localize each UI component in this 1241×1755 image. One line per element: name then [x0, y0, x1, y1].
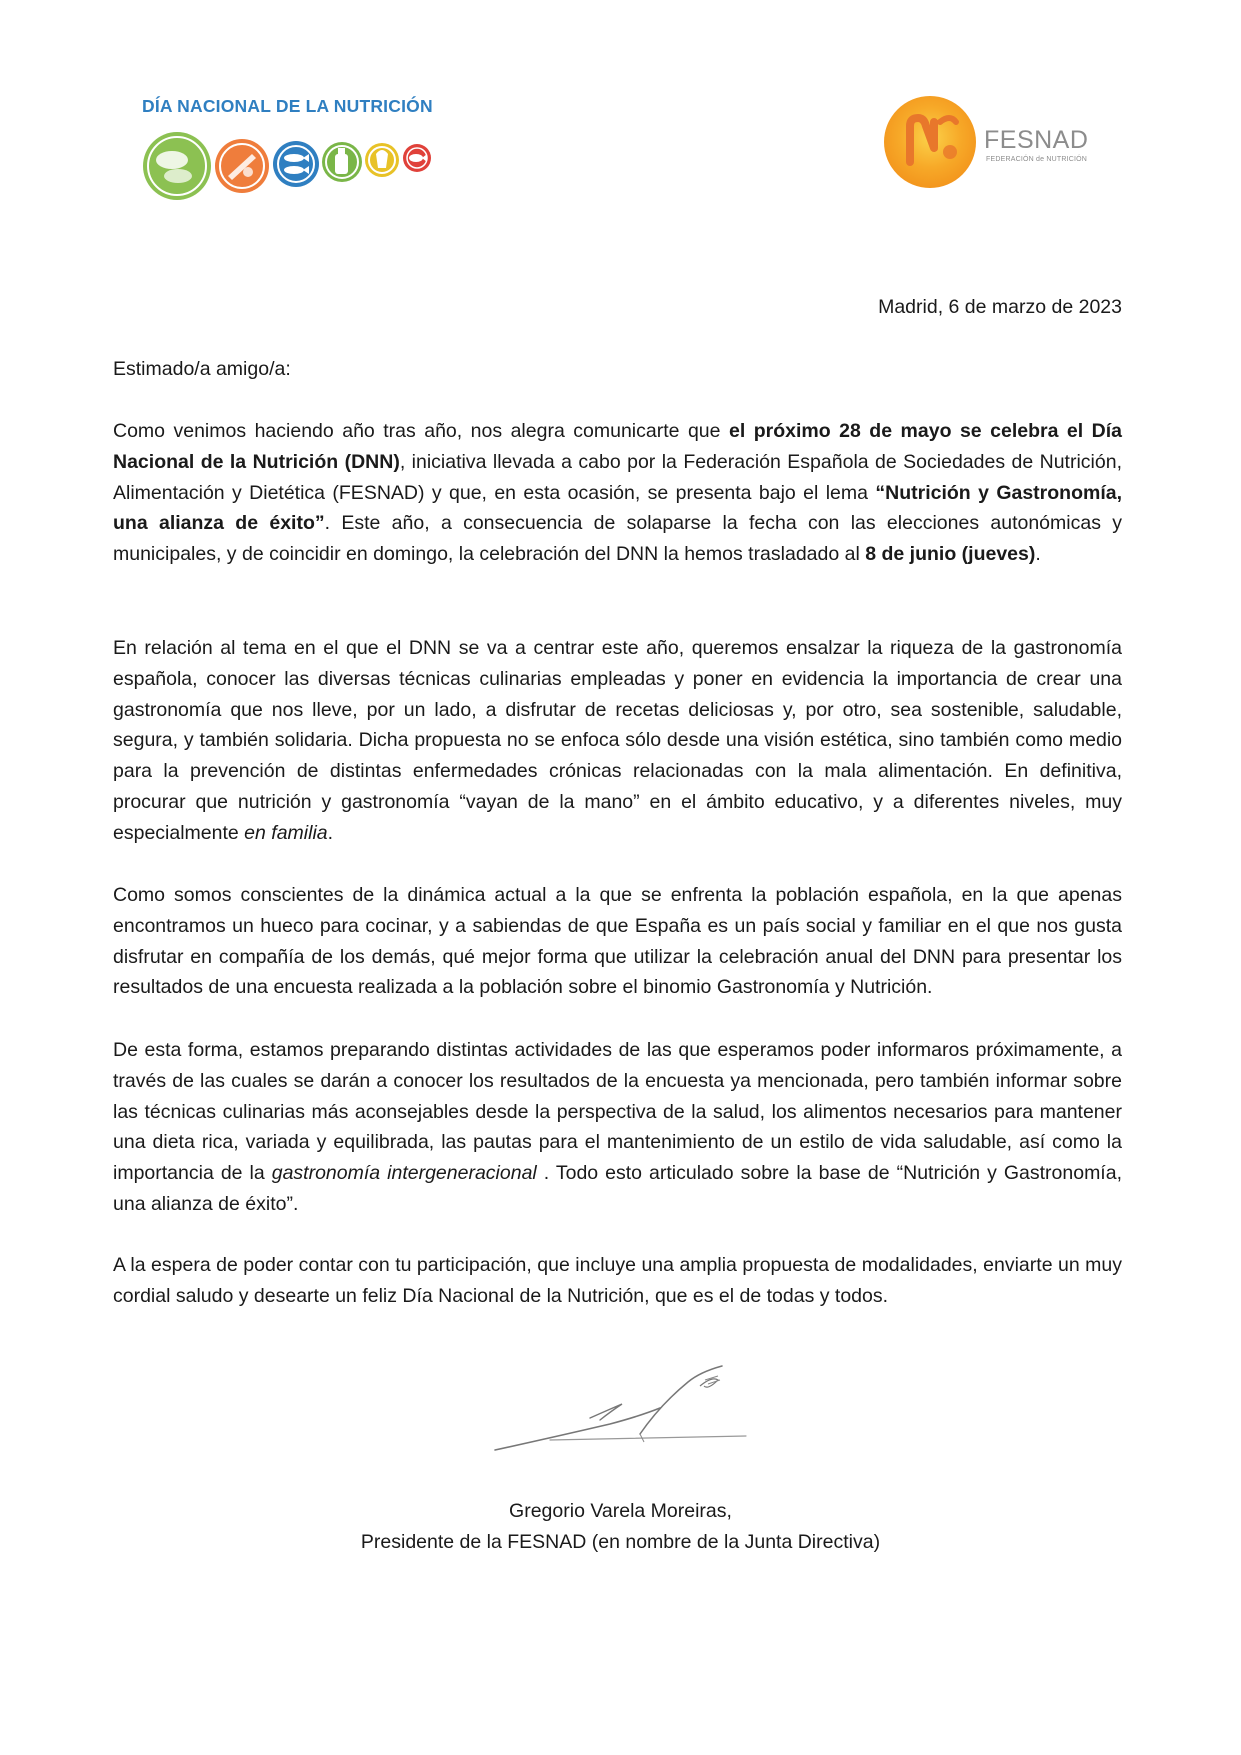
bread-icon: [143, 132, 211, 200]
bold-text: 8 de junio (jueves): [865, 543, 1036, 566]
bottle-icon: [322, 142, 362, 182]
fesnad-logo: [880, 92, 1100, 192]
paragraph-1: [113, 416, 1122, 570]
text-run: Como venimos haciendo año tras año, nos alegra comunicarte que: [113, 420, 729, 442]
text-run: .: [327, 821, 334, 844]
fish-icon: [273, 141, 319, 187]
dnn-logo-title: DÍA NACIONAL DE LA NUTRICIÓN: [142, 96, 433, 116]
signer-title: Presidente de la FESNAD (en nombre de la Junta Directiva): [360, 1531, 881, 1553]
bold-text: “Nutrición y Gastronomía, una alianza de éxito”: [113, 481, 1123, 535]
letter-salutation: Estimado/a amigo/a:: [113, 358, 291, 380]
italic-text: gastronomía intergeneracional: [271, 1162, 537, 1185]
vegetables-icon: [215, 139, 269, 193]
italic-text: en familia: [244, 821, 328, 844]
text-run: De esta forma, estamos preparando distintas actividades de las que esperamos poder informaros próximamente, a través de las cuales se darán a conocer los resultados de la encuesta ya mencionada, pero también informar sobre las técnicas culinarias más aconsejables desde la perspectiva de la salud, los alimentos necesarios para mantener una dieta rica, variada y equilibrada, las pautas para el mantenimiento de un estilo de vida saludable, así como la importancia de la: [113, 1039, 1122, 1185]
text-run: A la espera de poder contar con tu participación, que incluye una amplia propuesta de modalidades, enviarte un muy cordial saludo y desearte un feliz Día Nacional de la Nutrición, que es el de todas y todos.: [113, 1254, 1122, 1307]
text-run: . Este año, a consecuencia de solaparse la fecha con las elecciones autonómicas y municipales, y de coincidir en domingo, la celebración del DNN la hemos trasladado al: [113, 512, 1122, 566]
olive-oil-icon: [365, 143, 399, 177]
paragraph-3: [113, 880, 1122, 1003]
fesnad-logo-subtitle: FEDERACIÓN de NUTRICIÓN: [986, 156, 1088, 163]
fesnad-logo-name: FESNAD: [984, 126, 1089, 154]
text-run: Como somos conscientes de la dinámica actual a la que se enfrenta la población española, en la que apenas encontramos un hueco para cocinar, y a sabiendas de que España es un país social y familiar en el que nos gusta disfrutar en compañía de los demás, qué mejor forma que utilizar la celebración anual del DNN para presentar los resultados de una encuesta realizada a la población sobre el binomio Gastronomía y Nutrición.: [113, 884, 1122, 999]
signer-name: Gregorio Varela Moreiras,: [509, 1500, 732, 1522]
letter-date: Madrid, 6 de marzo de 2023: [878, 296, 1122, 318]
meat-icon: [403, 144, 431, 172]
text-run: , iniciativa llevada a cabo por la Federación Española de Sociedades de Nutrición, Alimentación y Dietética (FESNAD) y que, en esta ocasión, se presenta bajo el lema: [113, 450, 1122, 504]
text-run: .: [1035, 543, 1041, 566]
fesnad-emblem-icon: [880, 92, 980, 192]
handwritten-signature: [490, 1350, 780, 1460]
paragraph-2: [113, 633, 1122, 849]
dnn-logo-icons: [140, 124, 460, 214]
bold-text: el próximo 28 de mayo se celebra el Día Nacional de la Nutrición (DNN): [113, 420, 1123, 473]
dnn-logo: [140, 96, 460, 206]
text-run: . Todo esto articulado sobre la base de “Nutrición y Gastronomía, una alianza de éxito”.: [113, 1162, 1122, 1215]
text-run: En relación al tema en el que el DNN se va a centrar este año, queremos ensalzar la riqueza de la gastronomía española, conocer las diversas técnicas culinarias empleadas y poner en evidencia la importancia de crear una gastronomía que nos lleve, por un lado, a disfrutar de recetas deliciosas y, por otro, sea sostenible, saludable, segura, y también solidaria. Dicha propuesta no se enfoca sólo desde una visión estética, sino también como medio para la prevención de distintas enfermedades crónicas relacionadas con la mala alimentación. En definitiva, procurar que nutrición y gastronomía “vayan de la mano” en el ámbito educativo, y a diferentes niveles, muy especialmente: [113, 637, 1122, 844]
paragraph-5: [113, 1250, 1122, 1312]
paragraph-4: [113, 1035, 1122, 1220]
